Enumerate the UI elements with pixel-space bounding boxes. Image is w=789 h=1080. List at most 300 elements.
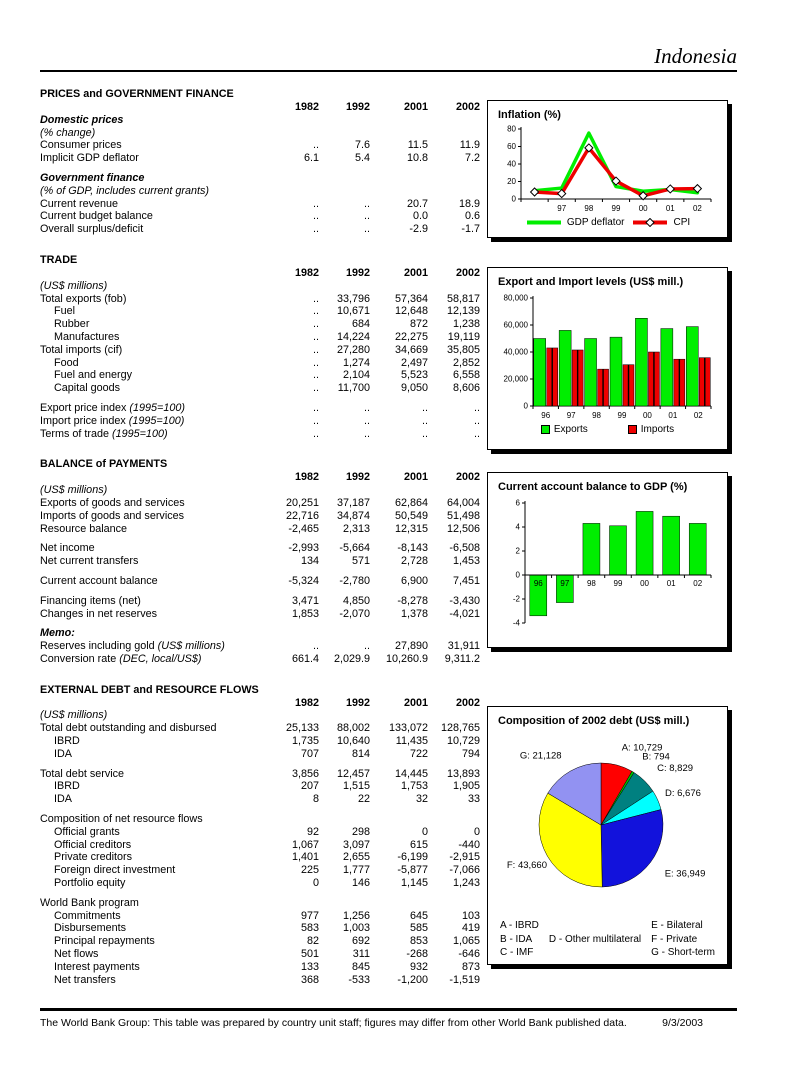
cell-value: 2,029.9 xyxy=(333,652,370,665)
row-label: (% change) xyxy=(40,126,96,139)
row-label: Current budget balance xyxy=(40,210,153,223)
table-row xyxy=(40,722,480,735)
svg-text:20: 20 xyxy=(506,177,516,186)
cell-value: 20,251 xyxy=(285,496,319,509)
svg-text:2: 2 xyxy=(515,546,520,556)
cell-value: .. xyxy=(313,305,319,318)
cell-value: 103 xyxy=(461,909,480,922)
row-label: Current revenue xyxy=(40,197,119,210)
row-label: Changes in net reserves xyxy=(40,607,158,620)
svg-text:02: 02 xyxy=(692,579,702,588)
svg-text:40: 40 xyxy=(506,159,516,169)
cell-value: 977 xyxy=(300,909,319,922)
year-header: 1982 xyxy=(294,696,319,709)
row-label: Interest payments xyxy=(54,960,140,973)
svg-text:-2: -2 xyxy=(512,594,520,604)
cell-value: .. xyxy=(313,382,319,395)
cell-value: 51,498 xyxy=(446,509,480,522)
cell-value: .. xyxy=(474,414,480,427)
svg-text:02: 02 xyxy=(693,411,703,420)
cell-value: -1.7 xyxy=(461,223,480,236)
table-row xyxy=(40,897,480,910)
cell-value: -1,200 xyxy=(397,973,428,986)
year-header: 1992 xyxy=(345,101,370,113)
chart-legend xyxy=(488,422,727,435)
cell-value: -2,780 xyxy=(339,574,370,587)
row-label: IDA xyxy=(54,747,72,760)
row-gap xyxy=(40,395,480,402)
chart-title: Composition of 2002 debt (US$ mill.) xyxy=(498,715,690,727)
cell-value: 10,260.9 xyxy=(385,652,428,665)
cell-value: .. xyxy=(422,414,428,427)
cell-value: 12,457 xyxy=(336,767,370,780)
svg-text:C: 8,829: C: 8,829 xyxy=(656,763,693,774)
pie-legend-entry: B - IDA xyxy=(500,933,533,945)
cell-value: 8,606 xyxy=(452,382,480,395)
table-row xyxy=(40,510,480,523)
cell-value: 50,549 xyxy=(394,509,428,522)
row-label: Total debt service xyxy=(40,767,125,780)
row-label: Total exports (fob) xyxy=(40,292,127,305)
cell-value: 128,765 xyxy=(440,722,480,735)
cell-value: 311 xyxy=(352,948,370,961)
svg-text:B: 794: B: 794 xyxy=(641,751,670,763)
row-label: (US$ millions) xyxy=(40,279,108,292)
row-label: IBRD xyxy=(54,780,80,793)
svg-text:97: 97 xyxy=(556,204,566,213)
row-label: Official creditors xyxy=(54,838,132,851)
cell-value: 722 xyxy=(409,747,428,760)
cell-value: 873 xyxy=(461,960,480,973)
cell-value: 10,729 xyxy=(446,735,480,748)
svg-text:F: 43,660: F: 43,660 xyxy=(506,860,547,872)
year-header: 2002 xyxy=(455,696,480,709)
row-label: World Bank program xyxy=(40,896,139,909)
cell-value: .. xyxy=(313,223,319,236)
cell-value: -1,519 xyxy=(449,973,480,986)
table-row xyxy=(40,305,480,318)
cell-value: 33,796 xyxy=(336,292,370,305)
cell-value: .. xyxy=(313,343,319,356)
table-row xyxy=(40,735,480,748)
row-label: Total debt outstanding and disbursed xyxy=(40,722,217,735)
cell-value: 58,817 xyxy=(446,292,480,305)
cell-value: -2,465 xyxy=(288,522,319,535)
row-label: Total imports (cif) xyxy=(40,343,123,356)
cell-value: 6.1 xyxy=(303,152,319,165)
chart-title: Current account balance to GDP (%) xyxy=(498,481,688,493)
legend-label: CPI xyxy=(673,217,691,228)
cell-value: -5,877 xyxy=(397,864,428,877)
cell-value: 1,065 xyxy=(452,935,480,948)
cell-value: 14,445 xyxy=(394,767,428,780)
table-row xyxy=(40,210,480,223)
row-label: Net transfers xyxy=(54,973,116,986)
cell-value: 20.7 xyxy=(406,197,428,210)
cell-value: .. xyxy=(313,292,319,305)
footer-note: The World Bank Group: This table was prepared by country unit staff; figures may differ from other World Bank published data. xyxy=(40,1017,627,1029)
table-row xyxy=(40,523,480,536)
table-row xyxy=(40,318,480,331)
table-row xyxy=(40,185,480,198)
cell-value: 2,655 xyxy=(342,851,370,864)
table-row xyxy=(40,497,480,510)
legend-label: GDP deflator xyxy=(566,217,625,228)
cell-value: 34,874 xyxy=(336,509,370,522)
cell-value: -2,070 xyxy=(339,607,370,620)
cell-value: 7.6 xyxy=(354,139,370,152)
cell-value: 8 xyxy=(312,793,319,806)
table-row xyxy=(40,223,480,236)
table-row xyxy=(40,595,480,608)
svg-text:01: 01 xyxy=(665,204,675,213)
table-row xyxy=(40,280,480,293)
cell-value: 1,243 xyxy=(452,877,480,890)
table-row xyxy=(40,293,480,306)
table-row xyxy=(40,768,480,781)
row-gap xyxy=(40,535,480,542)
cell-value: -8,278 xyxy=(397,594,428,607)
cell-value: 22 xyxy=(357,793,370,806)
cell-value: -440 xyxy=(458,838,480,851)
section-title: PRICES and GOVERNMENT FINANCE xyxy=(40,88,234,100)
svg-text:80: 80 xyxy=(506,124,516,134)
cell-value: 19,119 xyxy=(447,330,480,343)
svg-text:00: 00 xyxy=(638,204,648,213)
cell-value: 35,805 xyxy=(446,343,480,356)
current-account-chart xyxy=(487,472,728,648)
cell-value: 1,753 xyxy=(400,780,428,793)
cell-value: .. xyxy=(313,640,319,653)
pie-legend xyxy=(488,911,727,960)
cell-value: 872 xyxy=(409,318,428,331)
svg-text:96: 96 xyxy=(540,411,550,420)
year-header: 1982 xyxy=(294,471,319,484)
row-label: Net income xyxy=(40,542,95,555)
legend-label: Imports xyxy=(640,424,675,435)
cell-value: 707 xyxy=(300,747,319,760)
svg-text:98: 98 xyxy=(586,579,596,588)
cell-value: 1,274 xyxy=(342,356,370,369)
svg-text:02: 02 xyxy=(692,204,702,213)
row-label: Export price index (1995=100) xyxy=(40,401,185,414)
table-row xyxy=(40,344,480,357)
cell-value: 368 xyxy=(300,973,319,986)
cell-value: 2,497 xyxy=(400,356,428,369)
row-gap xyxy=(40,588,480,595)
cell-value: .. xyxy=(474,401,480,414)
cell-value: 31,911 xyxy=(447,640,480,653)
svg-text:20,000: 20,000 xyxy=(503,374,528,384)
cell-value: .. xyxy=(313,369,319,382)
row-label: Fuel xyxy=(54,305,76,318)
cell-value: 1,777 xyxy=(342,864,370,877)
cell-value: 7,451 xyxy=(452,574,480,587)
cell-value: -6,199 xyxy=(397,851,428,864)
cell-value: 1,003 xyxy=(342,922,370,935)
row-label: Commitments xyxy=(54,909,121,922)
row-label: Net flows xyxy=(54,948,99,961)
cell-value: .. xyxy=(313,197,319,210)
row-label: (US$ millions) xyxy=(40,484,108,497)
row-gap xyxy=(40,165,480,172)
cell-value: 134 xyxy=(300,555,319,568)
year-header: 2002 xyxy=(455,266,480,279)
svg-text:01: 01 xyxy=(666,579,676,588)
svg-text:00: 00 xyxy=(639,579,649,588)
inflation-plot xyxy=(497,123,719,215)
cell-value: 33 xyxy=(467,793,480,806)
cell-value: 845 xyxy=(351,960,370,973)
cell-value: 571 xyxy=(351,555,370,568)
cell-value: 207 xyxy=(300,780,319,793)
cell-value: 146 xyxy=(351,877,370,890)
cell-value: 1,067 xyxy=(291,838,319,851)
row-label: Official grants xyxy=(54,825,120,838)
cell-value: 3,856 xyxy=(291,767,319,780)
svg-text:60,000: 60,000 xyxy=(503,320,528,330)
cell-value: 34,669 xyxy=(394,343,428,356)
cell-value: 1,453 xyxy=(452,555,480,568)
table-row xyxy=(40,974,480,987)
cell-value: 645 xyxy=(409,909,428,922)
row-gap xyxy=(40,761,480,768)
table-row xyxy=(40,198,480,211)
pie-legend-entry: A - IBRD xyxy=(500,920,539,931)
row-label: Manufactures xyxy=(54,330,120,343)
year-header: 2001 xyxy=(403,471,428,484)
table-row xyxy=(40,813,480,826)
export-import-plot xyxy=(497,290,719,422)
chart-title: Inflation (%) xyxy=(498,109,561,121)
years-header-row xyxy=(40,471,480,484)
row-label: Fuel and energy xyxy=(54,369,133,382)
row-label: (% of GDP, includes current grants) xyxy=(40,184,210,197)
row-label: Memo: xyxy=(40,627,75,640)
cell-value: 133,072 xyxy=(388,722,428,735)
table-row xyxy=(40,864,480,877)
row-label: Composition of net resource flows xyxy=(40,813,203,826)
cell-value: 5,523 xyxy=(400,369,428,382)
cell-value: 11,435 xyxy=(395,735,428,748)
cell-value: 684 xyxy=(351,318,370,331)
row-label-note: (US$ millions) xyxy=(154,640,225,653)
year-header: 2001 xyxy=(403,101,428,113)
row-label-note: (1995=100) xyxy=(109,427,168,440)
cell-value: 14,224 xyxy=(336,330,370,343)
svg-text:60: 60 xyxy=(506,142,516,151)
table-row xyxy=(40,653,480,666)
row-label: Overall surplus/deficit xyxy=(40,223,144,236)
cell-value: 2,104 xyxy=(342,369,370,382)
row-label-note: (1995=100) xyxy=(125,414,185,427)
cell-value: -6,508 xyxy=(449,542,480,555)
table-row xyxy=(40,172,480,185)
pie-legend-entry: G - Short-term xyxy=(651,947,715,958)
footer-date: 9/3/2003 xyxy=(662,1017,703,1029)
cell-value: 13,893 xyxy=(446,767,480,780)
section-trade xyxy=(40,254,480,440)
current-account-plot xyxy=(497,495,719,635)
row-label: IDA xyxy=(54,793,72,806)
years-header-row xyxy=(40,101,480,114)
table-row xyxy=(40,484,480,497)
cell-value: .. xyxy=(313,401,319,414)
row-label: Principal repayments xyxy=(54,935,155,948)
legend-item xyxy=(628,424,674,435)
svg-text:0: 0 xyxy=(523,401,528,411)
svg-text:99: 99 xyxy=(611,204,620,213)
row-label: IBRD xyxy=(54,735,80,748)
table-row xyxy=(40,139,480,152)
cell-value: -268 xyxy=(406,948,428,961)
row-label: Private creditors xyxy=(54,851,133,864)
year-header: 1982 xyxy=(294,266,319,279)
row-label: Domestic prices xyxy=(40,113,124,126)
section-title: EXTERNAL DEBT and RESOURCE FLOWS xyxy=(40,683,259,696)
row-label: Disbursements xyxy=(54,922,127,935)
cell-value: .. xyxy=(313,427,319,440)
cell-value: 1,238 xyxy=(452,318,480,331)
cell-value: 1,515 xyxy=(342,780,370,793)
table-row xyxy=(40,575,480,588)
table-row xyxy=(40,382,480,395)
pie-legend-entry xyxy=(549,919,641,933)
cell-value: 18.9 xyxy=(458,197,480,210)
year-header: 1982 xyxy=(294,101,319,113)
row-label: Terms of trade (1995=100) xyxy=(40,427,168,440)
footer xyxy=(40,1017,737,1029)
cell-value: 0 xyxy=(312,877,319,890)
table-row xyxy=(40,793,480,806)
row-label: Financing items (net) xyxy=(40,594,141,607)
header-rule xyxy=(40,70,737,72)
table-row xyxy=(40,127,480,140)
cell-value: .. xyxy=(364,223,370,236)
cell-value: 11,700 xyxy=(337,382,370,395)
table-row xyxy=(40,839,480,852)
cell-value: .. xyxy=(364,197,370,210)
row-label: (US$ millions) xyxy=(40,709,108,722)
cell-value: -2,993 xyxy=(288,542,319,555)
cell-value: 32 xyxy=(415,793,428,806)
cell-value: 12,315 xyxy=(394,522,428,535)
svg-text:40,000: 40,000 xyxy=(503,347,528,357)
cell-value: 225 xyxy=(300,864,319,877)
table-row xyxy=(40,780,480,793)
cell-value: 932 xyxy=(409,960,428,973)
cell-value: -4,021 xyxy=(449,607,480,620)
cell-value: 585 xyxy=(409,922,428,935)
chart-title: Export and Import levels (US$ mill.) xyxy=(498,276,684,288)
cell-value: 853 xyxy=(409,935,428,948)
table-row xyxy=(40,627,480,640)
row-label: Foreign direct investment xyxy=(54,864,176,877)
legend-line-sample xyxy=(631,218,669,227)
cell-value: .. xyxy=(313,330,319,343)
cell-value: 10,640 xyxy=(336,735,370,748)
pie-legend-column xyxy=(549,919,641,960)
cell-value: 501 xyxy=(300,948,319,961)
cell-value: -5,664 xyxy=(339,542,370,555)
table-row xyxy=(40,948,480,961)
legend-item xyxy=(541,424,588,435)
cell-value: -8,143 xyxy=(397,542,428,555)
cell-value: .. xyxy=(313,139,319,152)
svg-text:98: 98 xyxy=(583,204,593,213)
svg-text:A: 10,729: A: 10,729 xyxy=(621,742,662,754)
legend-line-sample xyxy=(525,218,563,227)
cell-value: 298 xyxy=(351,825,370,838)
cell-value: .. xyxy=(364,210,370,223)
table-row xyxy=(40,555,480,568)
svg-text:6: 6 xyxy=(515,498,520,508)
cell-value: 62,864 xyxy=(394,496,428,509)
cell-value: 0.6 xyxy=(464,210,480,223)
year-header: 1992 xyxy=(345,696,370,709)
export-import-chart xyxy=(487,267,728,450)
section-title: BALANCE of PAYMENTS xyxy=(40,458,168,471)
pie-legend-entry: C - IMF xyxy=(500,947,534,958)
row-label: Import price index (1995=100) xyxy=(40,414,185,427)
row-label: Current account balance xyxy=(40,574,158,587)
inflation-chart xyxy=(487,100,728,238)
row-label: Net current transfers xyxy=(40,555,139,568)
cell-value: .. xyxy=(364,414,370,427)
cell-value: 794 xyxy=(461,747,480,760)
table-row xyxy=(40,961,480,974)
row-label: Capital goods xyxy=(54,382,121,395)
cell-value: 27,890 xyxy=(394,640,428,653)
cell-value: 419 xyxy=(461,922,480,935)
section-bop xyxy=(40,458,480,665)
year-header: 2001 xyxy=(403,266,428,279)
cell-value: 1,853 xyxy=(291,607,319,620)
svg-text:96: 96 xyxy=(533,579,543,588)
cell-value: 88,002 xyxy=(336,722,370,735)
cell-value: 3,097 xyxy=(342,838,370,851)
legend-item xyxy=(525,217,625,228)
row-label: Resource balance xyxy=(40,522,128,535)
pie-legend-entry: E - Bilateral xyxy=(651,920,703,931)
cell-value: 0 xyxy=(473,825,480,838)
svg-text:01: 01 xyxy=(667,411,677,420)
section-prices xyxy=(40,88,480,236)
cell-value: 64,004 xyxy=(446,496,480,509)
cell-value: 661.4 xyxy=(291,652,319,665)
table-row xyxy=(40,428,480,441)
row-label: Government finance xyxy=(40,171,145,184)
cell-value: .. xyxy=(364,640,370,653)
table-row xyxy=(40,826,480,839)
cell-value: 6,558 xyxy=(452,369,480,382)
row-label: Portfolio equity xyxy=(54,877,126,890)
table-row xyxy=(40,402,480,415)
pie-legend-column xyxy=(500,919,539,960)
row-gap xyxy=(40,806,480,813)
cell-value: 2,313 xyxy=(342,522,370,535)
table-row xyxy=(40,369,480,382)
pie-legend-column xyxy=(651,919,715,960)
row-label: Imports of goods and services xyxy=(40,509,185,522)
cell-value: -533 xyxy=(348,973,370,986)
table-row xyxy=(40,415,480,428)
cell-value: .. xyxy=(313,210,319,223)
cell-value: 692 xyxy=(351,935,370,948)
cell-value: -2,915 xyxy=(449,851,480,864)
svg-text:99: 99 xyxy=(617,411,626,420)
cell-value: 11.9 xyxy=(459,139,480,152)
